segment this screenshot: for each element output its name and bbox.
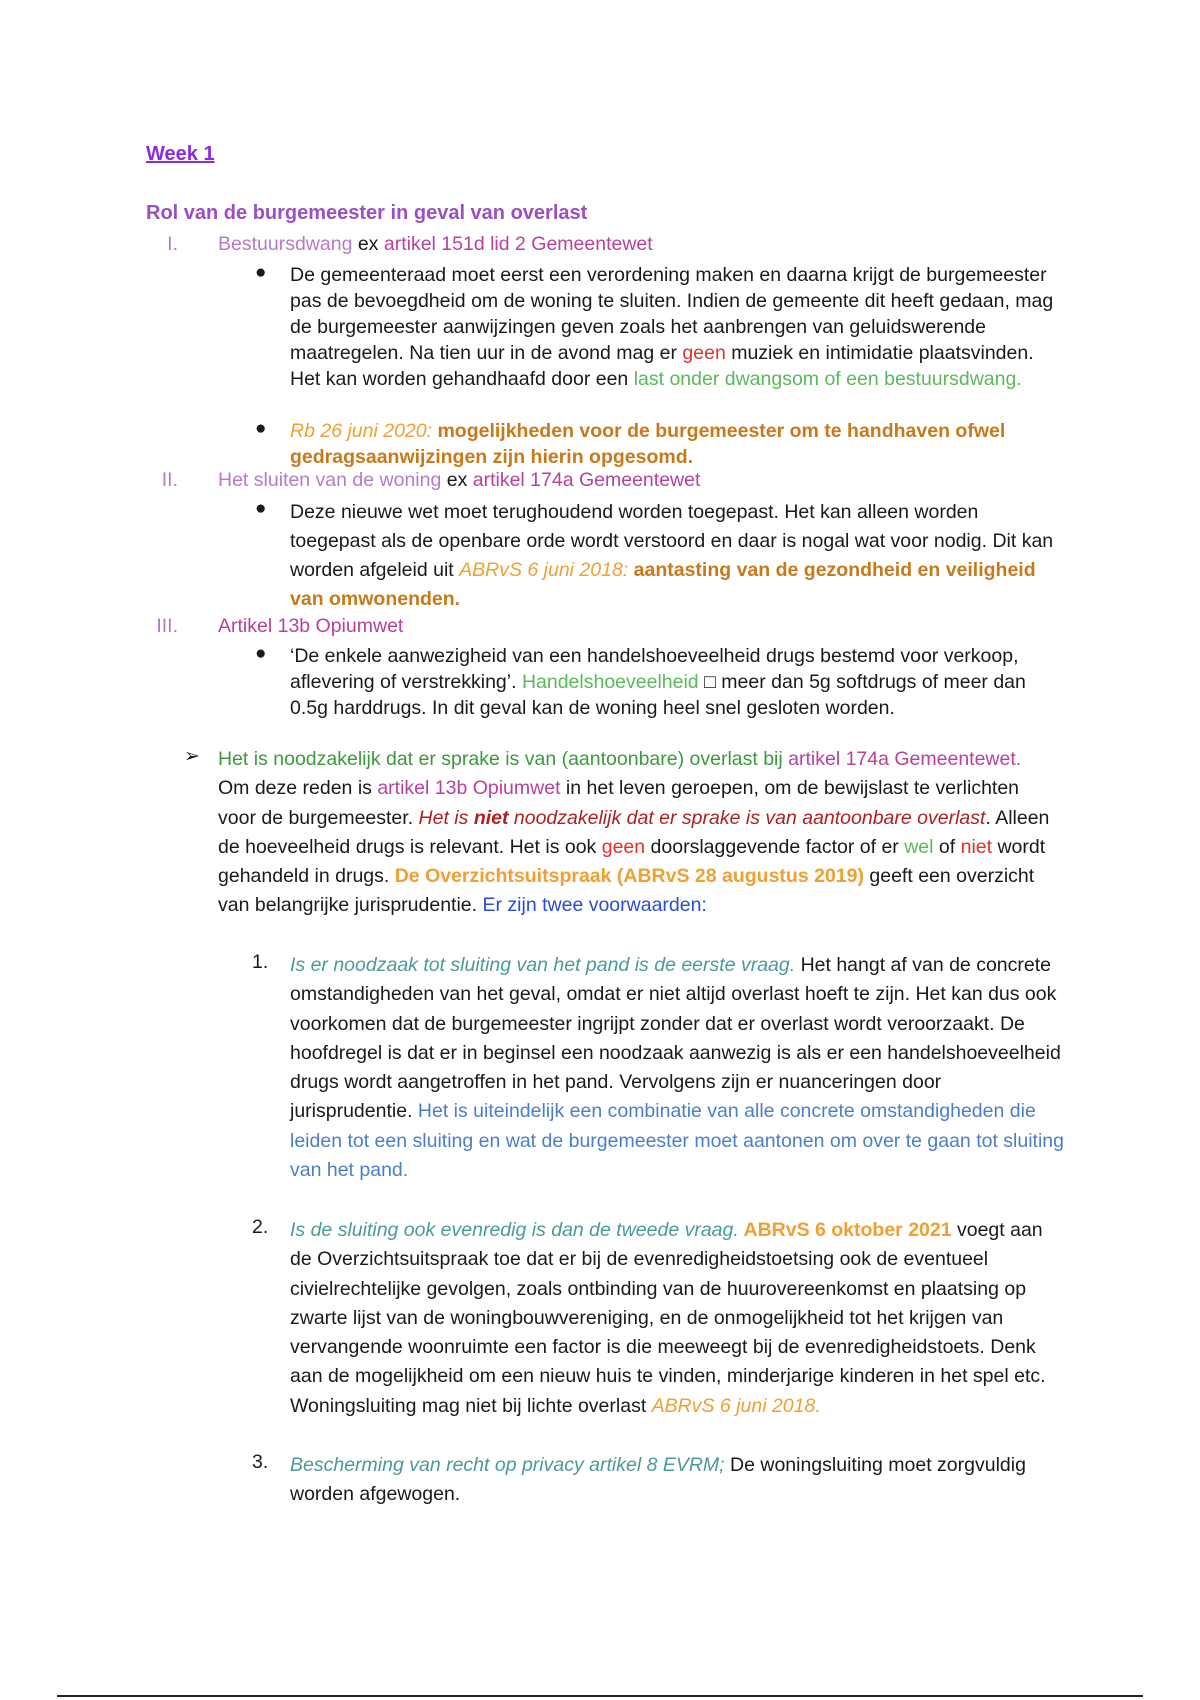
case-ref: ABRvS 6 oktober 2021 bbox=[738, 1219, 952, 1241]
section-2-ref: artikel 174a Gemeentewet bbox=[472, 469, 701, 491]
emph-handelshoeveelheid: Handelshoeveelheid bbox=[521, 671, 699, 693]
box-glyph-icon: □ bbox=[698, 671, 722, 693]
text-run: noodzakelijk dat er sprake is van aantoonbare overlast bbox=[508, 806, 986, 829]
text-run: Deze nieuwe wet moet terughoudend worden toegepast. Het kan alleen worden toegepast als de openbare orde wordt verstoord en daar is nogal wat voor nodig. Dit kan worden afgeleid uit bbox=[290, 501, 1054, 581]
emph-niet: niet bbox=[960, 835, 993, 858]
section-1-bullet-1 bbox=[290, 262, 1060, 392]
text-run: muziek en intimidatie plaatsvinden. Het kan worden gehandhaafd door een bbox=[290, 342, 1034, 390]
emph-wel: wel bbox=[904, 835, 934, 858]
numeral-2: II. bbox=[161, 469, 178, 491]
emph-geen: geen bbox=[601, 835, 646, 858]
section-2-connector: ex bbox=[441, 469, 473, 491]
section-heading: Rol van de burgemeester in geval van overlast bbox=[146, 202, 588, 224]
item-2-number: 2. bbox=[252, 1216, 269, 1238]
emph-niet: niet bbox=[473, 806, 509, 829]
footer-divider bbox=[57, 1695, 1143, 1697]
item-question: Is er noodzaak tot sluiting van het pand is de eerste vraag. bbox=[290, 954, 796, 976]
text-run: Het is noodzakelijk dat er sprake is van (aantoonbare) overlast bij bbox=[218, 748, 789, 770]
bullet-dot-icon: ● bbox=[255, 262, 267, 283]
numeral-1: I. bbox=[167, 233, 178, 255]
bullet-dot-icon: ● bbox=[255, 418, 267, 439]
text-run: voegt aan de Overzichtsuitspraak toe dat er bij de evenredigheidstoetsing ook de eventueel civielrechtelijke gevolgen, zoals ontbinding van de huurovereenkomst en plaatsing op zwarte lijst van de woningbouwvereniging, en de onmogelijkheid tot het krijgen van vervangende woonruimte een factor is die meeweegt bij de evenredigheidstoets. Denk aan de mogelijkheid om een nieuw huis te vinden, minderjarige kinderen in het spel etc. Woningsluiting mag niet bij lichte overlast bbox=[290, 1219, 1046, 1417]
text-run: De woningsluiting moet zorgvuldig worden afgewogen. bbox=[290, 1454, 1026, 1506]
section-1-bullet-2 bbox=[290, 418, 1060, 470]
item-question: Is de sluiting ook evenredig is dan de tweede vraag. bbox=[290, 1219, 739, 1241]
conditions-intro: Er zijn twee voorwaarden: bbox=[482, 894, 707, 917]
case-summary: mogelijkheden voor de burgemeester om te handhaven ofwel gedragsaanwijzingen zijn hierin opgesomd. bbox=[290, 420, 1006, 468]
emph-last: last onder dwangsom of een bestuursdwang. bbox=[633, 368, 1022, 390]
text-run: Het hangt af van de concrete omstandigheden van het geval, omdat er niet altijd overlast hoeft te zijn. Het kan dus ook voorkomen dat de burgemeester ingrijpt zonder dat er overlast wordt veroorzaakt. De hoofdregel is dat er in beginsel een noodzaak aanwezig is als er een handelshoeveelheid drugs wordt aangetroffen in het pand. Vervolgens zijn er nuanceringen door jurisprudentie. bbox=[290, 954, 1061, 1123]
case-ref: ABRvS 6 juni 2018. bbox=[651, 1394, 821, 1417]
arrow-paragraph bbox=[218, 745, 1058, 921]
section-2-label: Het sluiten van de woning bbox=[218, 469, 442, 491]
section-1-title bbox=[218, 233, 653, 256]
bullet-dot-icon: ● bbox=[255, 498, 267, 519]
text-run: De gemeenteraad moet eerst een verordening maken en daarna krijgt de burgemeester pas de bevoegdheid om de woning te sluiten. Indien de gemeente dit heeft gedaan, mag de burgemeester aanwijzingen geven zoals het aanbrengen van geluidswerende maatregelen. Na tien uur in de avond mag er bbox=[290, 264, 1054, 364]
item-conclusion: Het is uiteindelijk een combinatie van alle concrete omstandigheden die leiden tot een sluiting en wat de burgemeester moet aantonen om over te gaan tot sluiting van het pand. bbox=[290, 1100, 1064, 1182]
item-3-number: 3. bbox=[252, 1451, 269, 1473]
text-run: Om deze reden is bbox=[218, 777, 378, 800]
bullet-dot-icon: ● bbox=[255, 643, 267, 664]
section-1-connector: ex bbox=[352, 233, 384, 255]
item-2 bbox=[290, 1216, 1065, 1421]
text-run: geeft een overzicht van belangrijke jurisprudentie. bbox=[218, 865, 1035, 917]
arrow-bullet-icon: ➢ bbox=[184, 746, 200, 767]
numeral-3: III. bbox=[156, 615, 178, 637]
text-run: ‘De enkele aanwezigheid van een handelshoeveelheid drugs bestemd voor verkoop, aflevering of verstrekking’. bbox=[290, 645, 1019, 693]
item-3 bbox=[290, 1451, 1065, 1510]
text-run: meer dan 5g softdrugs of meer dan 0.5g harddrugs. In dit geval kan de woning heel snel gesloten worden. bbox=[290, 671, 1026, 719]
law-ref: artikel 174a Gemeentewet. bbox=[788, 748, 1022, 770]
emph-geen: geen bbox=[682, 342, 726, 364]
law-ref: artikel 13b Opiumwet bbox=[377, 777, 561, 800]
case-ref: ABRvS 6 juni 2018: bbox=[459, 559, 629, 581]
text-run: wordt gehandeld in drugs. bbox=[218, 835, 1046, 888]
item-question: Bescherming van recht op privacy artikel 8 EVRM; bbox=[290, 1454, 725, 1476]
text-run: in het leven geroepen, om de bewijslast te verlichten voor de burgemeester. bbox=[218, 777, 1020, 829]
section-2-title bbox=[218, 469, 700, 492]
section-3-bullet-1 bbox=[290, 643, 1060, 721]
text-run: doorslaggevende factor of er bbox=[645, 835, 905, 858]
case-ref: De Overzichtsuitspraak (ABRvS 28 augustus 2019) bbox=[394, 865, 864, 888]
section-1-label: Bestuursdwang bbox=[218, 233, 353, 255]
item-1 bbox=[290, 951, 1065, 1185]
section-3-title: Artikel 13b Opiumwet bbox=[218, 615, 404, 637]
text-run: of bbox=[933, 835, 961, 858]
text-run: Het is bbox=[418, 806, 474, 829]
text-run: . Alleen de hoeveelheid drugs is relevant. Het is ook bbox=[218, 806, 1050, 858]
case-summary: aantasting van de gezondheid en veiligheid van omwonenden. bbox=[290, 559, 1036, 610]
section-1-ref: artikel 151d lid 2 Gemeentewet bbox=[383, 233, 653, 255]
case-ref: Rb 26 juni 2020: bbox=[290, 420, 433, 442]
item-1-number: 1. bbox=[252, 951, 269, 973]
section-2-bullet-1 bbox=[290, 498, 1060, 614]
doc-title[interactable]: Week 1 bbox=[146, 143, 215, 165]
